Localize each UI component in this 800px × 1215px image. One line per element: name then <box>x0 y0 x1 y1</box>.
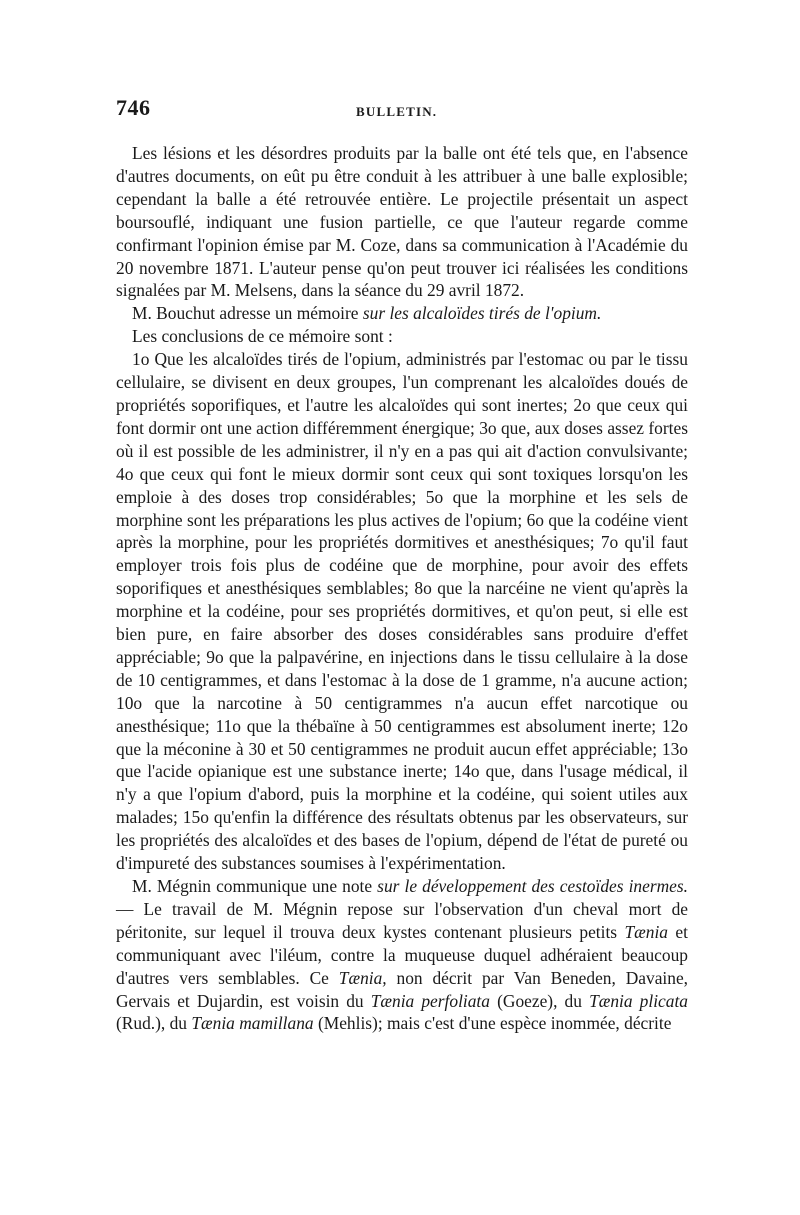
note-title: sur le développement des cestoïdes inermes. <box>377 876 688 896</box>
paragraph-text: — Le travail de M. Mégnin repose sur l'observation d'un cheval mort de péritonite, sur lequel il trouva deux kystes contenant plusieurs petits <box>116 898 688 942</box>
paragraph-text: Les conclusions de ce mémoire sont : <box>132 326 393 347</box>
paragraph-conclusions-list <box>116 348 688 875</box>
paragraph-text: (Goeze), du <box>489 990 590 1011</box>
taxon-name: Tænia mamillana <box>191 1013 314 1034</box>
paragraph-bouchut-memoir <box>116 302 688 325</box>
paragraph-text: (Mehlis); mais c'est d'une espèce inommée, décrite <box>313 1013 672 1034</box>
taxon-name: Tænia, <box>338 967 387 988</box>
paragraph-megnin-note <box>116 875 688 1035</box>
paragraph-conclusions-intro <box>116 325 688 348</box>
memoir-title: sur les alcaloïdes tirés de l'opium. <box>362 303 602 324</box>
taxon-name: Tænia <box>624 921 668 942</box>
page-header <box>116 95 688 125</box>
taxon-name: Tænia plicata <box>589 990 688 1011</box>
paragraph-text: M. Bouchut adresse un mémoire <box>132 303 363 324</box>
paragraph-text: 1o Que les alcaloïdes tirés de l'opium, administrés par l'estomac ou par le tissu cellulaire, se divisent en deux groupes, l'un comprenant les alcaloïdes doués de propriétés soporifiques, et l'autre les alcaloïdes qui sont inertes; 2o que ceux qui font dormir ont une action différemment énergique; 3o que, aux doses assez fortes où il est possible de les administrer, il n'y en a pas qui ait d'action convulsivante; 4o que ceux qui font le mieux dormir sont ceux qui sont toxiques lorsqu'on les emploie à des doses trop considérables; 5o que la morphine et les sels de morphine sont les préparations les plus actives de l'opium; 6o que la codéine vient après la morphine, pour les propriétés dormitives et anesthésiques; 7o qu'il faut employer trois fois plus de codéine que de morphine, pour avoir des effets soporifiques et anesthésiques semblables; 8o que la narcéine ne vient qu'après la morphine et la codéine, pour ses propriétés dormitives, et qu'on peut, si elle est bien pure, en faire absorber des doses considérables sans produire d'effet appréciable; 9o que la palpavérine, en injections dans le tissu cellulaire à la dose de 10 centigrammes, et dans l'estomac à la dose de 1 gramme, n'a aucune action; 10o que la narcotine à 50 centigrammes n'a aucun effet narcotique ou anesthésique; 11o que la thébaïne à 50 centigrammes est absolument inerte; 12o que la méconine à 30 et 50 centigrammes ne produit aucun effet appréciable; 13o que l'acide opianique est une substance inerte; 14o que, dans l'usage médical, il n'y a que l'opium d'abord, puis la morphine et la codéine, qui soient utiles aux malades; 15o qu'enfin la différence des résultats obtenus par les observateurs, sur les propriétés des alcaloïdes et des bases de l'opium, dépend de l'état de pureté ou d'impureté des substances soumises à l'expérimentation. <box>116 349 688 874</box>
body-text <box>116 142 688 1035</box>
taxon-name: Tænia perfoliata <box>370 990 490 1011</box>
paragraph-text: Les lésions et les désordres produits par la balle ont été tels que, en l'absence d'autres documents, on eût pu être conduit à les attribuer à une balle explosible; cependant la balle a été retrouvée entière. Le projectile présentait un aspect boursouflé, indiquant une fusion partielle, ce que l'auteur regarde comme confirmant l'opinion émise par M. Coze, dans sa communication à l'Académie du 20 novembre 1871. L'auteur pense qu'on peut trouver ici réalisées les conditions signalées par M. Melsens, dans la séance du 29 avril 1872. <box>116 143 688 301</box>
running-title: BULLETIN. <box>356 104 438 119</box>
paragraph-projectile <box>116 142 688 302</box>
paragraph-text: non décrit par Van Beneden, Davaine, Gervais et Dujardin, est voisin du <box>116 967 689 1011</box>
paragraph-text: et communiquant avec l'iléum, contre la muqueuse duquel adhéraient beaucoup d'autres vers semblables. Ce <box>116 921 688 988</box>
page-number: 746 <box>116 95 151 120</box>
paragraph-text: (Rud.), du <box>116 1013 192 1034</box>
paragraph-text: M. Mégnin communique une note <box>132 876 378 896</box>
